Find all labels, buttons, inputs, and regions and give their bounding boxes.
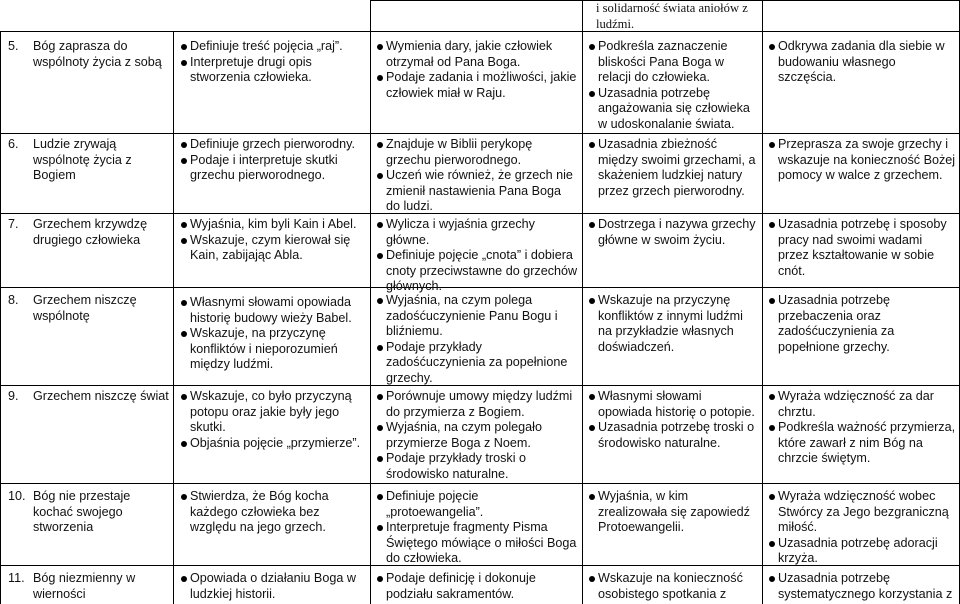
list-item: Wyjaśnia, na czym polegało przymierze Boga z Noem.: [376, 420, 578, 451]
extended-reqs-11: [376, 571, 578, 602]
extended-reqs-8: [376, 293, 578, 386]
attitude-5: [768, 39, 956, 86]
lesson-8: 8. Grzechem niszczę wspólnotę: [8, 293, 137, 323]
list-item: Definiuje grzech pierworodny.: [180, 137, 366, 153]
basic-reqs-6: [180, 137, 366, 184]
extended-reqs-5: [376, 39, 578, 101]
list-item: Wyraża wdzięczność wobec Stwórcy za Jego bezgraniczną miłość.: [768, 489, 956, 536]
attitude-9: [768, 389, 956, 467]
full-reqs-8: [588, 293, 758, 355]
list-item: Uczeń wie również, że grzech nie zmienił nastawienia Pana Boga do ludzi.: [376, 168, 578, 215]
attitude-10: [768, 489, 956, 567]
list-item: Wskazuje, czym kierował się Kain, zabijając Abla.: [180, 233, 366, 264]
full-reqs-11: [588, 571, 758, 602]
list-item: Uzasadnia potrzebę adoracji krzyża.: [768, 536, 956, 567]
full-reqs-5: [588, 39, 758, 132]
lesson-11: 11. Bóg niezmienny w wierności: [8, 571, 136, 601]
carryover-note: i solidarność świata aniołów z ludźmi.: [596, 1, 748, 31]
list-item: Podaje i interpretuje skutki grzechu pierworodnego.: [180, 153, 366, 184]
row-border: [0, 133, 960, 134]
col-border: [173, 31, 174, 604]
extended-reqs-9: [376, 389, 578, 482]
col-border: [582, 0, 583, 604]
list-item: Wylicza i wyjaśnia grzechy główne.: [376, 217, 578, 248]
list-item: Podaje definicję i dokonuje podziału sakramentów.: [376, 571, 578, 602]
row-border: [0, 31, 960, 32]
lesson-10: 10. Bóg nie przestaje kochać swojego stworzenia: [8, 489, 131, 534]
list-item: Własnymi słowami opowiada historię budowy wieży Babel.: [180, 295, 366, 326]
list-item: Podkreśla ważność przymierza, które zawarł z nim Bóg na chrzcie świętym.: [768, 420, 956, 467]
list-item: Uzasadnia potrzebę troski o środowisko naturalne.: [588, 420, 758, 451]
list-item: Uzasadnia potrzebę angażowania się człowieka w udoskonalanie świata.: [588, 86, 758, 133]
list-item: Uzasadnia potrzebę i sposoby pracy nad swoimi wadami przez kształtowanie w sobie cnót.: [768, 217, 956, 279]
list-item: Definiuje pojęcie „protoewangelia”.: [376, 489, 578, 520]
list-item: Porównuje umowy między ludźmi do przymierza z Bogiem.: [376, 389, 578, 420]
list-item: Objaśnia pojęcie „przymierze”.: [180, 436, 366, 452]
list-item: Stwierdza, że Bóg kocha każdego człowieka bez względu na jego grzech.: [180, 489, 366, 536]
full-reqs-9: [588, 389, 758, 451]
full-reqs-7: [588, 217, 758, 248]
basic-reqs-8: [180, 295, 366, 373]
extended-reqs-10: [376, 489, 578, 567]
list-item: Wskazuje na konieczność osobistego spotkania z: [588, 571, 758, 602]
lesson-5: 5. Bóg zaprasza do wspólnoty życia z sobą: [8, 39, 162, 69]
attitude-11: [768, 571, 956, 602]
list-item: Własnymi słowami opowiada historię o potopie.: [588, 389, 758, 420]
list-item: Uzasadnia zbieżność między swoimi grzechami, a skażeniem ludzkiej natury przez grzech pierworodny.: [588, 137, 758, 199]
attitude-6: [768, 137, 956, 184]
list-item: Definiuje pojęcie „cnota” i dobiera cnoty przeciwstawne do grzechów głównych.: [376, 248, 578, 295]
col-border: [370, 0, 371, 604]
lesson-9: 9. Grzechem niszczę świat: [8, 389, 169, 403]
basic-reqs-10: [180, 489, 366, 536]
lesson-6: 6. Ludzie zrywają wspólnotę życia z Bogiem: [8, 137, 132, 182]
list-item: Podaje zadania i możliwości, jakie człowiek miał w Raju.: [376, 70, 578, 101]
list-item: Opowiada o działaniu Boga w ludzkiej historii.: [180, 571, 366, 602]
list-item: Podaje przykłady troski o środowisko naturalne.: [376, 451, 578, 482]
lesson-7: 7. Grzechem krzywdzę drugiego człowieka: [8, 217, 148, 247]
list-item: Wyraża wdzięczność za dar chrztu.: [768, 389, 956, 420]
list-item: Wskazuje na przyczynę konfliktów z innymi ludźmi na przykładzie własnych doświadczeń.: [588, 293, 758, 355]
list-item: Podaje przykłady zadośćuczynienia za popełnione grzechy.: [376, 340, 578, 387]
basic-reqs-9: [180, 389, 366, 451]
basic-reqs-7: [180, 217, 366, 264]
list-item: Wymienia dary, jakie człowiek otrzymał od Pana Boga.: [376, 39, 578, 70]
attitude-8: [768, 293, 956, 355]
basic-reqs-5: [180, 39, 366, 86]
list-item: Wyjaśnia, na czym polega zadośćuczynienie Panu Bogu i bliźniemu.: [376, 293, 578, 340]
list-item: Podkreśla zaznaczenie bliskości Pana Boga w relacji do człowieka.: [588, 39, 758, 86]
extended-reqs-7: [376, 217, 578, 295]
row-border: [0, 483, 960, 484]
list-item: Znajduje w Biblii perykopę grzechu pierworodnego.: [376, 137, 578, 168]
list-item: Uzasadnia potrzebę przebaczenia oraz zadośćuczynienia za popełnione grzechy.: [768, 293, 956, 355]
list-item: Dostrzega i nazywa grzechy główne w swoim życiu.: [588, 217, 758, 248]
list-item: Interpretuje drugi opis stworzenia człowieka.: [180, 55, 366, 86]
list-item: Wyjaśnia, kim byli Kain i Abel.: [180, 217, 366, 233]
col-border: [0, 31, 1, 604]
full-reqs-10: [588, 489, 758, 536]
extended-reqs-6: [376, 137, 578, 215]
col-border: [762, 0, 763, 604]
list-item: Wskazuje, na przyczynę konfliktów i nieporozumień między ludźmi.: [180, 326, 366, 373]
attitude-7: [768, 217, 956, 279]
full-reqs-6: [588, 137, 758, 199]
basic-reqs-11: [180, 571, 366, 602]
list-item: Wyjaśnia, w kim zrealizowała się zapowiedź Protoewangelii.: [588, 489, 758, 536]
list-item: Interpretuje fragmenty Pisma Świętego mówiące o miłości Boga do człowieka.: [376, 520, 578, 567]
list-item: Wskazuje, co było przyczyną potopu oraz jakie były jego skutki.: [180, 389, 366, 436]
list-item: Definiuje treść pojęcia „raj”.: [180, 39, 366, 55]
list-item: Przeprasza za swoje grzechy i wskazuje na konieczność Bożej pomocy w walce z grzechem.: [768, 137, 956, 184]
list-item: Uzasadnia potrzebę systematycznego korzystania z: [768, 571, 956, 602]
list-item: Odkrywa zadania dla siebie w budowaniu własnego szczęścia.: [768, 39, 956, 86]
